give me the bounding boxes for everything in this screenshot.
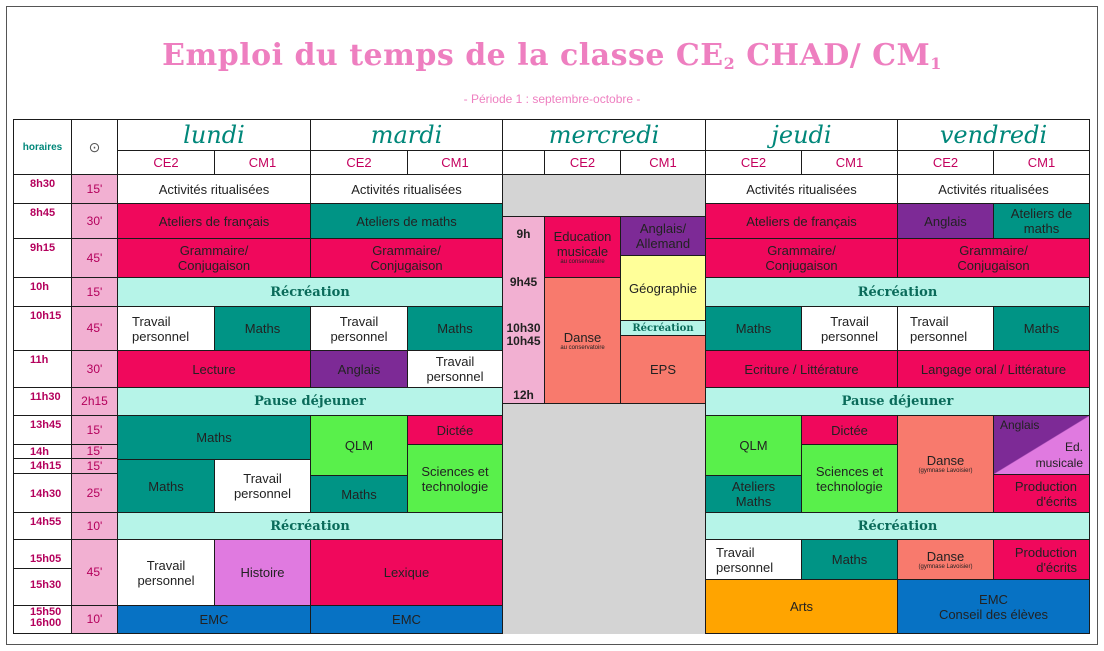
- lundi-travail-1: Travail personnel: [117, 306, 215, 351]
- duration-2: 30': [71, 203, 118, 239]
- lundi-mardi-recreation-2: Récréation: [117, 512, 503, 540]
- mercredi-time-10h30: 10h30: [506, 321, 541, 335]
- mercredi-gray-bottom: [503, 403, 705, 634]
- duration-13: 45': [71, 539, 118, 606]
- vendredi-anglais-1: Anglais: [897, 203, 994, 239]
- jeudi-arts: Arts: [705, 579, 898, 634]
- mercredi-geographie: Géographie: [620, 255, 706, 321]
- jeudi-cm1: CM1: [801, 150, 898, 175]
- mercredi-recreation: Récréation: [620, 320, 706, 336]
- mercredi-eps: EPS: [620, 335, 706, 404]
- mardi-travail-2: Travail personnel: [407, 350, 503, 388]
- mercredi-danse: Danse au conservatoire: [544, 277, 621, 404]
- lundi-ce2: CE2: [117, 150, 215, 175]
- jeudi-travail-1: Travail personnel: [801, 306, 898, 351]
- day-mercredi: mercredi: [502, 119, 706, 151]
- time-11h: 11h: [13, 350, 72, 388]
- clock-icon: ⊙: [71, 119, 118, 175]
- mercredi-time-12h: 12h: [513, 388, 534, 402]
- mercredi-ce2: CE2: [544, 150, 621, 175]
- lundi-lecture: Lecture: [117, 350, 311, 388]
- lundi-grammaire: Grammaire/ Conjugaison: [117, 238, 311, 278]
- time-15h30: 15h30: [13, 568, 72, 606]
- mercredi-time-10h45: 10h45: [506, 334, 541, 348]
- lundi-cm1: CM1: [214, 150, 311, 175]
- vendredi-danse-2: Danse (gymnase Lavoisier): [897, 539, 994, 580]
- time-11h30: 11h30: [13, 387, 72, 416]
- mercredi-time-9h45: 9h45: [509, 275, 538, 289]
- mercredi-time-9h: 9h: [516, 227, 531, 241]
- time-15h05: 15h05: [13, 539, 72, 569]
- time-14h55: 14h55: [13, 512, 72, 540]
- jeudi-vendredi-recreation-1: Récréation: [705, 277, 1090, 307]
- mardi-cm1: CM1: [407, 150, 503, 175]
- lundi-mardi-recreation-1: Récréation: [117, 277, 503, 307]
- duration-3: 45': [71, 238, 118, 278]
- duration-11: 25': [71, 473, 118, 513]
- vendredi-danse-1: Danse (gymnase Lavoisier): [897, 415, 994, 513]
- jeudi-ateliers-francais: Ateliers de français: [705, 203, 898, 239]
- time-10h15: 10h15: [13, 306, 72, 351]
- day-vendredi: vendredi: [897, 119, 1090, 151]
- lundi-emc: EMC: [117, 605, 311, 634]
- jeudi-grammaire: Grammaire/ Conjugaison: [705, 238, 898, 278]
- mardi-travail-1: Travail personnel: [310, 306, 408, 351]
- mardi-ateliers-maths: Ateliers de maths: [310, 203, 503, 239]
- time-8h30: 8h30: [13, 174, 72, 204]
- duration-12: 10': [71, 512, 118, 540]
- mercredi-cm1: CM1: [620, 150, 706, 175]
- mardi-anglais: Anglais: [310, 350, 408, 388]
- time-14h30: 14h30: [13, 473, 72, 513]
- jeudi-maths-1: Maths: [705, 306, 802, 351]
- day-jeudi: jeudi: [705, 119, 898, 151]
- time-8h45: 8h45: [13, 203, 72, 239]
- mardi-dictee: Dictée: [407, 415, 503, 445]
- lundi-mardi-pause: Pause déjeuner: [117, 387, 503, 416]
- duration-14: 10': [71, 605, 118, 634]
- page-title: Emploi du temps de la classe $CE_2$ CHAD/ $CM_1$: [162, 38, 942, 73]
- vendredi-cm1: CM1: [993, 150, 1090, 175]
- lundi-ateliers-francais: Ateliers de français: [117, 203, 311, 239]
- jeudi-maths-2: Maths: [801, 539, 898, 580]
- duration-4: 15': [71, 277, 118, 307]
- jeudi-sciences: Sciences et technologie: [801, 444, 898, 513]
- lundi-maths-3: Maths: [117, 459, 215, 513]
- mercredi-time-column: [502, 216, 545, 404]
- time-15h50-16h00: 15h50 16h00: [13, 605, 72, 634]
- mercredi-education-musicale: Education musicale au conservatoire: [544, 216, 621, 278]
- mardi-activites: Activités ritualisées: [310, 174, 503, 204]
- lundi-histoire: Histoire: [214, 539, 311, 606]
- jeudi-ateliers-maths: Ateliers Maths: [705, 475, 802, 513]
- mardi-grammaire: Grammaire/ Conjugaison: [310, 238, 503, 278]
- mardi-qlm: QLM: [310, 415, 408, 476]
- mardi-sciences: Sciences et technologie: [407, 444, 503, 513]
- day-mardi: mardi: [310, 119, 503, 151]
- mercredi-gray-top: [503, 175, 705, 217]
- vendredi-activites: Activités ritualisées: [897, 174, 1090, 204]
- time-9h15: 9h15: [13, 238, 72, 278]
- vendredi-ce2: CE2: [897, 150, 994, 175]
- mardi-maths-1: Maths: [407, 306, 503, 351]
- mardi-ce2: CE2: [310, 150, 408, 175]
- duration-7: 2h15: [71, 387, 118, 416]
- jeudi-ecriture: Ecriture / Littérature: [705, 350, 898, 388]
- duration-9: 15': [71, 444, 118, 459]
- time-10h: 10h: [13, 277, 72, 307]
- mercredi-anglais-allemand: Anglais/ Allemand: [620, 216, 706, 256]
- mardi-emc: EMC: [310, 605, 503, 634]
- duration-1: 15': [71, 174, 118, 204]
- mardi-lexique: Lexique: [310, 539, 503, 606]
- vendredi-langage: Langage oral / Littérature: [897, 350, 1090, 388]
- lundi-travail-2: Travail personnel: [214, 459, 311, 513]
- duration-8: 15': [71, 415, 118, 445]
- lundi-maths-1: Maths: [214, 306, 311, 351]
- jeudi-dictee: Dictée: [801, 415, 898, 445]
- lundi-maths-2: Maths: [117, 415, 311, 460]
- vendredi-production-2: Production d'écrits: [993, 539, 1090, 580]
- vendredi-anglais-ed-musicale: Anglais Ed. musicale: [993, 415, 1090, 475]
- time-14h15: 14h15: [13, 458, 72, 474]
- jeudi-qlm: QLM: [705, 415, 802, 476]
- jeudi-activites: Activités ritualisées: [705, 174, 898, 204]
- day-lundi: lundi: [117, 119, 311, 151]
- duration-6: 30': [71, 350, 118, 388]
- lundi-activites: Activités ritualisées: [117, 174, 311, 204]
- duration-5: 45': [71, 306, 118, 351]
- time-14h: 14h: [13, 444, 72, 459]
- vendredi-ateliers-maths: Ateliers de maths: [993, 203, 1090, 239]
- jeudi-vendredi-pause: Pause déjeuner: [705, 387, 1090, 416]
- horaires-header: horaires: [13, 119, 72, 175]
- jeudi-travail-2: Travail personnel: [705, 539, 802, 580]
- lundi-travail-3: Travail personnel: [117, 539, 215, 606]
- mardi-maths-2: Maths: [310, 475, 408, 513]
- jeudi-ce2: CE2: [705, 150, 802, 175]
- vendredi-production-1: Production d'écrits: [993, 474, 1090, 513]
- vendredi-travail-1: Travail personnel: [897, 306, 994, 351]
- time-13h45: 13h45: [13, 415, 72, 445]
- vendredi-maths-1: Maths: [993, 306, 1090, 351]
- page-subtitle: - Période 1 : septembre-octobre -: [463, 92, 641, 106]
- jeudi-vendredi-recreation-2: Récréation: [705, 512, 1090, 540]
- mercredi-blank: [502, 150, 545, 175]
- duration-10: 15': [71, 458, 118, 474]
- vendredi-grammaire: Grammaire/ Conjugaison: [897, 238, 1090, 278]
- vendredi-emc-conseil: EMC Conseil des élèves: [897, 579, 1090, 634]
